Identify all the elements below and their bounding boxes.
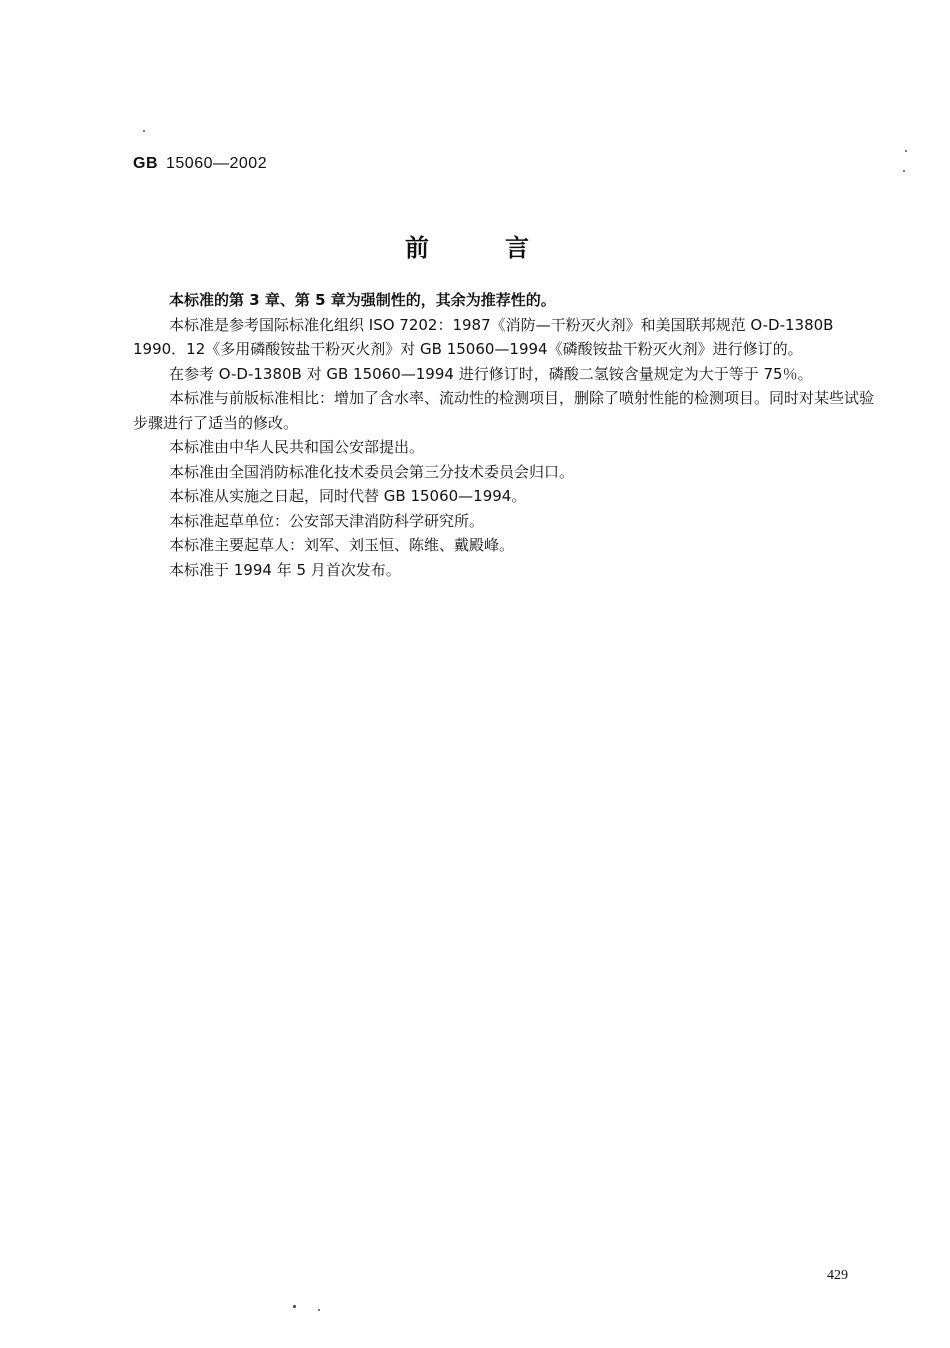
paragraph-changes: 本标准与前版标准相比：增加了含水率、流动性的检测项目，删除了喷射性能的检测项目。同时对某些试验步骤进行了适当的修改。 — [133, 389, 875, 432]
scan-speck — [905, 150, 907, 152]
paragraph-proposer: 本标准由中华人民共和国公安部提出。 — [169, 438, 425, 456]
paragraph-content-requirement: 在参考 O-D-1380B 对 GB 15060—1994 进行修订时，磷酸二氢铵含量规定为大于等于 75％。 — [169, 364, 813, 383]
scan-speck — [143, 130, 145, 132]
paragraph-replacement: 本标准从实施之日起，同时代替 GB 15060—1994。 — [169, 487, 527, 505]
paragraph-mandatory-chapters: 本标准的第 3 章、第 5 章为强制性的，其余为推荐性的。 — [169, 291, 556, 309]
standard-header — [133, 155, 267, 173]
paragraph-drafting-unit: 本标准起草单位：公安部天津消防科学研究所。 — [169, 511, 485, 530]
page-title: 前言 — [405, 234, 605, 262]
document-body — [133, 288, 883, 582]
paragraph-drafters: 本标准主要起草人：刘军、刘玉恒、陈维、戴殿峰。 — [169, 536, 515, 554]
scan-speck — [318, 1309, 320, 1311]
standard-prefix: GB — [133, 155, 158, 172]
page-number: 429 — [827, 1268, 848, 1283]
scan-speck — [903, 170, 905, 172]
scan-speck — [293, 1305, 296, 1308]
paragraph-reference-standards: 本标准是参考国际标准化组织 ISO 7202：1987《消防—干粉灭火剂》和美国联邦规范 O-D-1380B 1990．12《多用磷酸铵盐干粉灭火剂》对 GB 15060—1994《磷酸铵盐干粉灭火剂》进行修订的。 — [133, 315, 834, 358]
paragraph-first-release: 本标准于 1994 年 5 月首次发布。 — [169, 560, 401, 579]
paragraph-committee: 本标准由全国消防标准化技术委员会第三分技术委员会归口。 — [169, 462, 575, 481]
standard-number: 15060—2002 — [166, 155, 268, 172]
